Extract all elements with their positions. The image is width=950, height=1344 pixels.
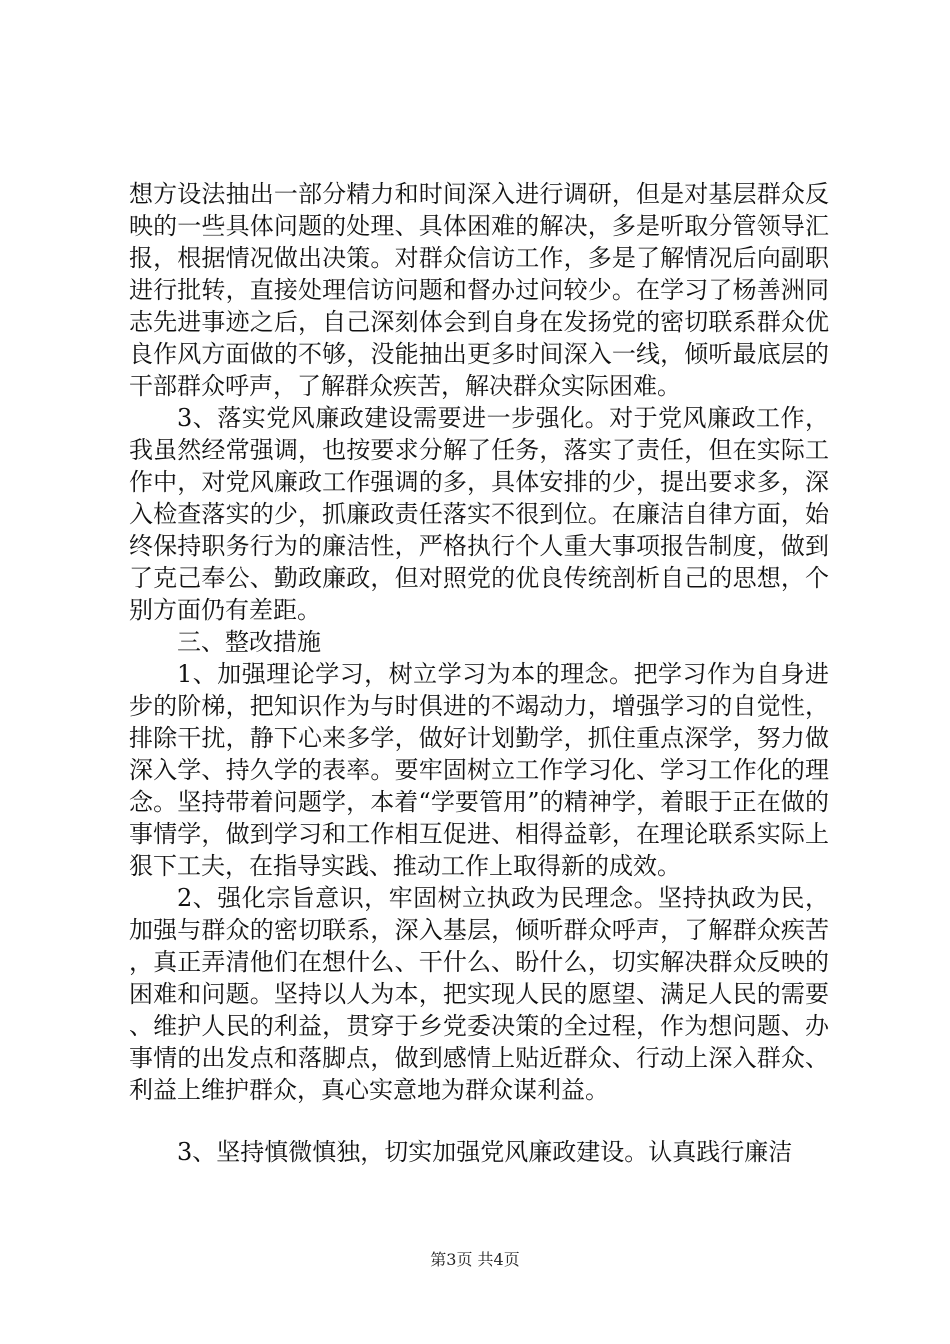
page-footer: 第3页 共4页	[430, 1250, 520, 1269]
paragraph-measure-2: 2、强化宗旨意识，牢固树立执政为民理念。坚持执政为民，加强与群众的密切联系，深入基层，倾听群众呼声，了解群众疾苦，真正弄清他们在想什么、干什么、盼什么，切实解决群众反映的困难和问题。坚持以人为本，把实现人民的愿望、满足人民的需要、维护人民的利益，贯穿于乡党委决策的全过程，作为想问题、办事情的出发点和落脚点，做到感情上贴近群众、行动上深入群众、利益上维护群众，真心实意地为群众谋利益。	[129, 884, 829, 1104]
paragraph-measure-3: 3、坚持慎微慎独，切实加强党风廉政建设。认真践行廉洁	[177, 1138, 793, 1166]
section-heading-rectification: 三、整改措施	[177, 628, 321, 656]
paragraph-continuation: 想方设法抽出一部分精力和时间深入进行调研，但是对基层群众反映的一些具体问题的处理、具体困难的解决，多是听取分管领导汇报，根据情况做出决策。对群众信访工作，多是了解情况后向副职进行批转，直接处理信访问题和督办过问较少。在学习了杨善洲同志先进事迹之后，自己深刻体会到自身在发扬党的密切联系群众优良作风方面做的不够，没能抽出更多时间深入一线，倾听最底层的干部群众呼声，了解群众疾苦，解决群众实际困难。	[129, 180, 829, 400]
paragraph-measure-1: 1、加强理论学习，树立学习为本的理念。把学习作为自身进步的阶梯，把知识作为与时俱进的不竭动力，增强学习的自觉性，排除干扰，静下心来多学，做好计划勤学，抓住重点深学，努力做深入学、持久学的表率。要牢固树立工作学习化、学习工作化的理念。坚持带着问题学，本着“学要管用”的精神学，着眼于正在做的事情学，做到学习和工作相互促进、相得益彰，在理论联系实际上狠下工夫，在指导实践、推动工作上取得新的成效。	[129, 660, 829, 880]
paragraph-point-3: 3、落实党风廉政建设需要进一步强化。对于党风廉政工作，我虽然经常强调，也按要求分解了任务，落实了责任，但在实际工作中，对党风廉政工作强调的多，具体安排的少，提出要求多，深入检查落实的少，抓廉政责任落实不很到位。在廉洁自律方面，始终保持职务行为的廉洁性，严格执行个人重大事项报告制度，做到了克己奉公、勤政廉政，但对照党的优良传统剖析自己的思想，个别方面仍有差距。	[129, 404, 829, 624]
document-body	[129, 178, 829, 1168]
